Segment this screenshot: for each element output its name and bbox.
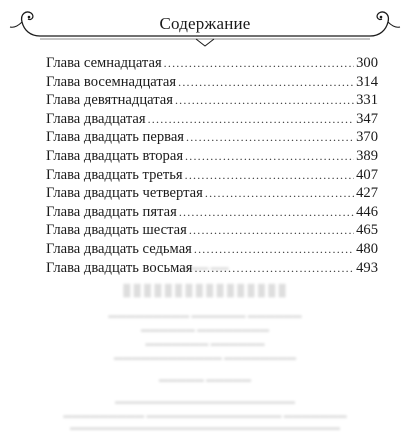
toc-entry-title: Глава семнадцатая bbox=[46, 55, 162, 71]
toc-entry bbox=[46, 184, 378, 203]
toc-entry bbox=[46, 166, 378, 185]
toc-entry bbox=[46, 73, 378, 92]
toc-entry-page: 347 bbox=[356, 110, 378, 127]
toc-entry-title: Глава двадцать вторая bbox=[46, 147, 184, 164]
dot-leader bbox=[164, 54, 354, 73]
toc-entry-page: 300 bbox=[356, 55, 378, 71]
dot-leader bbox=[175, 91, 354, 110]
toc-entry-title: Глава двадцать первая bbox=[46, 129, 185, 146]
toc-entry-title: Глава двадцать шестая bbox=[46, 222, 187, 239]
dot-leader bbox=[194, 240, 354, 259]
page-header bbox=[0, 0, 410, 48]
toc-entry-title: Глава двадцать пятая bbox=[46, 203, 177, 220]
toc-entry bbox=[46, 54, 378, 73]
dot-leader bbox=[189, 221, 354, 240]
toc-entry-page: 493 bbox=[356, 259, 378, 276]
toc-entry-page: 389 bbox=[356, 147, 378, 164]
toc-entry-title: Глава двадцать седьмая bbox=[46, 240, 192, 257]
page-title: Содержание bbox=[159, 14, 251, 33]
toc-entry bbox=[46, 221, 378, 240]
toc-entry-page: 370 bbox=[356, 129, 378, 146]
toc-entry-title: Глава двадцатая bbox=[46, 110, 146, 127]
dot-leader bbox=[186, 128, 354, 147]
toc-entry bbox=[46, 128, 378, 147]
toc-entry-title: Глава двадцать восьмая bbox=[46, 259, 193, 276]
toc-entry-page: 331 bbox=[356, 92, 378, 109]
toc-entry bbox=[46, 147, 378, 166]
toc-entry bbox=[46, 203, 378, 222]
toc-entry-page: 314 bbox=[356, 73, 378, 90]
table-of-contents bbox=[46, 54, 378, 277]
dot-leader bbox=[185, 166, 354, 185]
toc-entry-page: 427 bbox=[356, 185, 378, 202]
bleed-through-texture: ▬▬▬ ▬▬ ▮▮▮▮▮▮▮▮▮▮▮▮▮▮▮▮ ▬▬▬▬▬▬▬▬▬ ▬▬▬▬▬▬ ▬▬▬▬▬▬ ▬▬▬▬▬▬ ▬▬▬▬▬▬▬▬ ▬▬▬▬▬▬▬ ▬▬▬▬▬▬ ▬▬▬▬▬▬▬▬▬▬▬▬ ▬▬▬▬▬▬▬▬ ▬▬▬▬▬ ▬▬▬▬▬ ▬▬▬▬▬▬▬▬▬▬▬▬▬▬▬▬▬▬▬▬ ▬▬▬▬▬▬▬▬▬ ▬▬▬▬▬▬▬▬▬▬▬▬▬▬▬ ▬▬▬▬▬▬▬ ▬▬▬▬▬▬▬▬▬▬▬▬▬▬▬▬▬▬▬▬▬▬▬▬▬▬▬▬▬▬ bbox=[63, 262, 347, 432]
dot-leader bbox=[205, 184, 354, 203]
toc-entry-page: 465 bbox=[356, 222, 378, 239]
dot-leader bbox=[148, 110, 355, 129]
toc-entry-title: Глава двадцать четвертая bbox=[46, 185, 203, 202]
toc-entry-page: 480 bbox=[356, 240, 378, 257]
dot-leader bbox=[185, 147, 354, 166]
toc-entry-title: Глава девятнадцатая bbox=[46, 92, 173, 109]
toc-entry bbox=[46, 240, 378, 259]
toc-entry-title: Глава двадцать третья bbox=[46, 166, 183, 183]
dot-leader bbox=[179, 203, 354, 222]
toc-entry bbox=[46, 91, 378, 110]
dot-leader bbox=[178, 73, 354, 92]
toc-entry-page: 407 bbox=[356, 166, 378, 183]
toc-entry-page: 446 bbox=[356, 203, 378, 220]
toc-entry-title: Глава восемнадцатая bbox=[46, 73, 177, 90]
toc-entry bbox=[46, 110, 378, 129]
